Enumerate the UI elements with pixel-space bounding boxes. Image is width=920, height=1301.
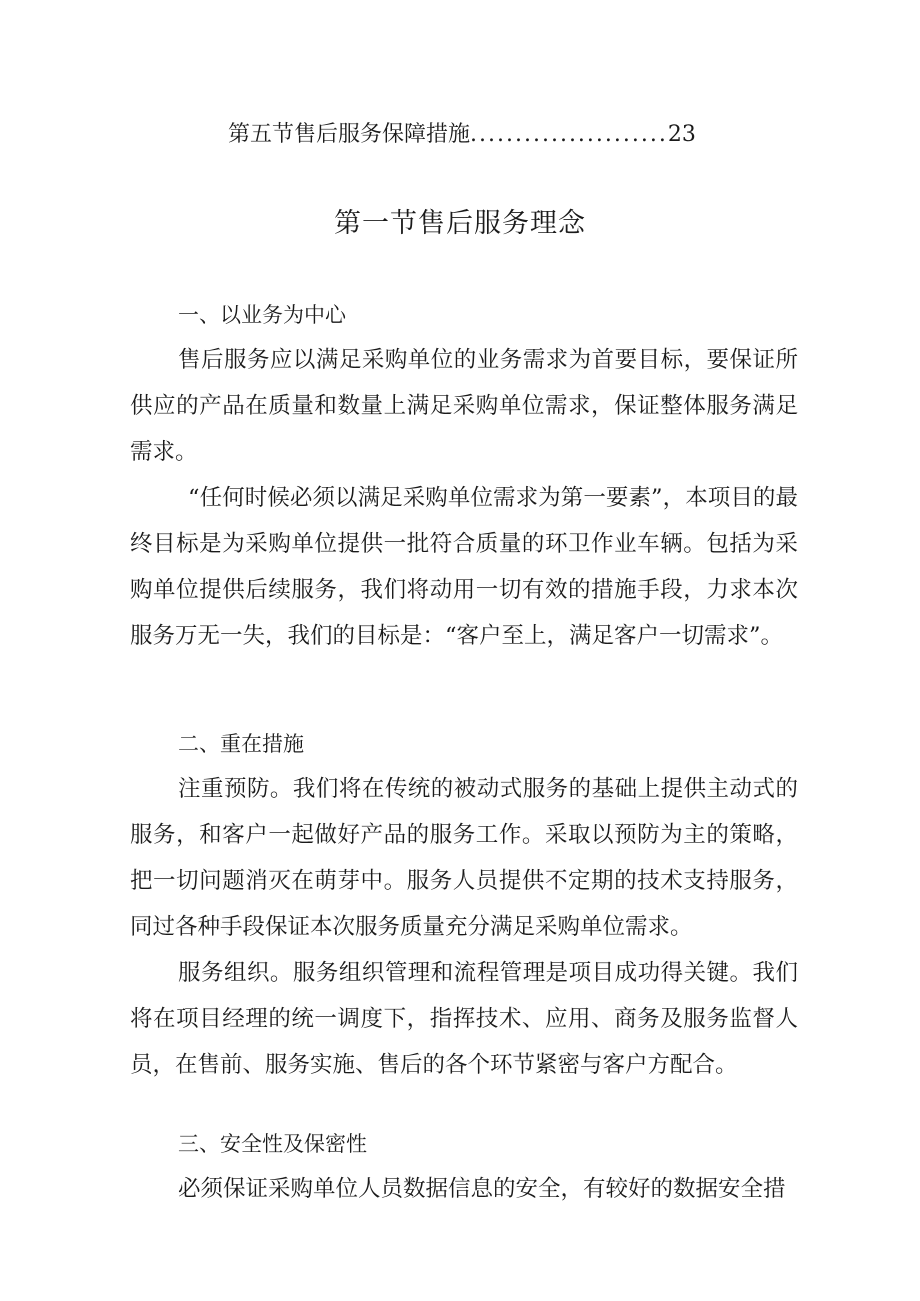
- section-security: [130, 1122, 798, 1212]
- paragraph: 必须保证采购单位人员数据信息的安全，有较好的数据安全措: [178, 1176, 786, 1202]
- toc-entry-title: 第五节售后服务保障措施: [228, 122, 471, 147]
- paragraph: 注重预防。我们将在传统的被动式服务的基础上提供主动式的服务，和客户一起做好产品的服务工作。采取以预防为主的策略，把一切问题消灭在萌芽中。服务人员提供不定期的技术支持服务，同过各种手段保证本次服务质量充分满足采购单位需求。: [130, 776, 798, 940]
- section-business-centered: [130, 293, 798, 659]
- toc-entry[interactable]: [228, 117, 696, 153]
- section-heading: 二、重在措施: [178, 732, 304, 756]
- section-measures: [130, 722, 798, 1088]
- section-heading: 三、安全性及保密性: [178, 1132, 367, 1156]
- paragraph: 服务组织。服务组织管理和流程管理是项目成功得关键。我们将在项目经理的统一调度下，指挥技术、应用、商务及服务监督人员，在售前、服务实施、售后的各个环节紧密与客户方配合。: [130, 960, 798, 1078]
- paragraph: “任何时候必须以满足采购单位需求为第一要素”，本项目的最终目标是为采购单位提供一批符合质量的环卫作业车辆。包括为采购单位提供后续服务，我们将动用一切有效的措施手段，力求本次服务万无一失，我们的目标是：“客户至上，满足客户一切需求”。: [130, 485, 798, 649]
- section-title: 第一节售后服务理念: [334, 208, 586, 239]
- toc-entry-page-number: 23: [667, 122, 696, 147]
- paragraph: 售后服务应以满足采购单位的业务需求为首要目标，要保证所供应的产品在质量和数量上满足采购单位需求，保证整体服务满足需求。: [130, 347, 798, 465]
- toc-entry-leader-dots: ......................: [470, 122, 668, 147]
- section-heading: 一、以业务为中心: [178, 303, 346, 327]
